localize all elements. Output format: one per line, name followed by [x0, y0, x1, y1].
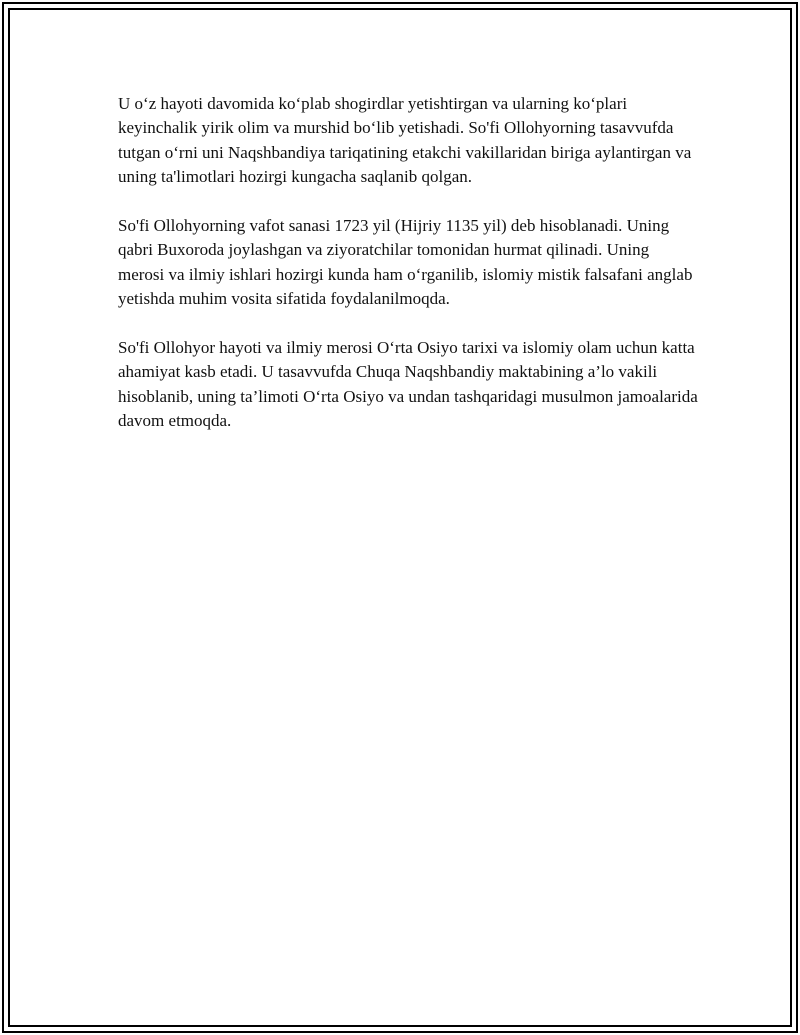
paragraph-2: So'fi Ollohyorning vafot sanasi 1723 yil (Hijriy 1135 yil) deb hisoblanadi. Uning qabri Buxoroda joylashgan va ziyoratchilar tomonidan hurmat qilinadi. Uning merosi va ilmiy ishlari hozirgi kunda ham o‘rganilib, islomiy mistik falsafani anglab yetishda muhim vosita sifatida foydalanilmoqda. [118, 216, 693, 309]
paragraph-3: So'fi Ollohyor hayoti va ilmiy merosi O‘rta Osiyo tarixi va islomiy olam uchun katta ahamiyat kasb etadi. U tasavvufda Chuqa Naqshbandiy maktabining a’lo vakili hisoblanib, uning ta’limoti O‘rta Osiyo va undan tashqaridagi musulmon jamoalarida davom etmoqda. [118, 338, 698, 431]
paragraph-1: U o‘z hayoti davomida ko‘plab shogirdlar yetishtirgan va ularning ko‘plari keyinchalik yirik olim va murshid bo‘lib yetishadi. So'fi Ollohyorning tasavvufda tutgan o‘rni uni Naqshbandiya tariqatining etakchi vakillaridan biriga aylantirgan va uning ta'limotlari hozirgi kungacha saqlanib qolgan. [118, 94, 692, 187]
document-body [118, 92, 698, 458]
